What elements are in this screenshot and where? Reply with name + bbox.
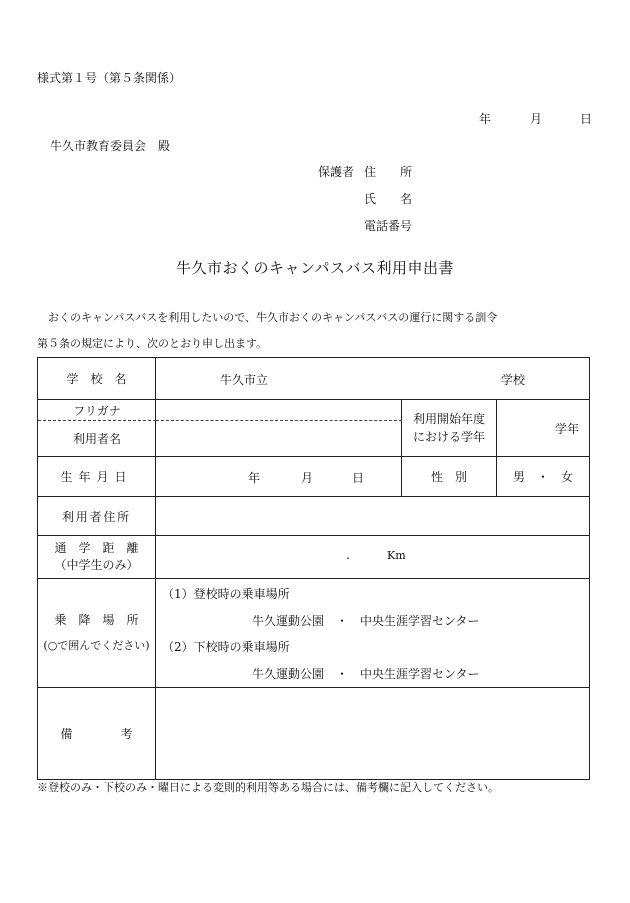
row-stop [38, 579, 590, 688]
document-title: 牛久市おくのキャンパスバス利用申出書 [176, 259, 454, 277]
distance-label-line2: （中学生のみ） [54, 558, 139, 572]
user-name-label: 利用者名 [72, 432, 121, 446]
row-name [38, 400, 590, 457]
stop-label: 乗 降 場 所 [54, 613, 139, 627]
guardian-name-label: 氏 名 [364, 192, 413, 206]
birth-day-label: 日 [352, 471, 365, 485]
stop-1-options[interactable]: 牛久運動公園 ・ 中央生涯学習センター [252, 614, 480, 628]
guardian-address-label: 住 所 [364, 165, 413, 179]
school-suffix-text: 学校 [501, 373, 526, 387]
birth-label: 生年月日 [38, 457, 156, 497]
distance-field[interactable] [156, 536, 590, 579]
distance-label-line1: 通 学 距 離 [54, 541, 139, 555]
start-year-label-line2: における学年 [412, 430, 485, 444]
body-line-1: おくのキャンパスバスを利用したいので、牛久市おくのキャンパスバスの運行に関する訓令 [48, 311, 498, 324]
stop-2-heading: （2）下校時の乗車場所 [162, 640, 290, 654]
stop-field[interactable] [156, 579, 590, 688]
row-school [38, 358, 590, 400]
application-table [37, 357, 590, 780]
birth-field[interactable] [156, 457, 402, 497]
school-city-text: 牛久市立 [220, 373, 269, 387]
stop-1-heading: （1）登校時の乗車場所 [162, 587, 290, 601]
sex-label: 性 別 [402, 457, 497, 497]
distance-label-cell [38, 536, 156, 579]
name-label-cell [38, 400, 156, 457]
stop-note: (○で囲んでください) [43, 639, 150, 652]
guardian-phone-label: 電話番号 [364, 219, 413, 233]
form-number: 様式第１号（第５条関係） [37, 71, 182, 85]
user-address-field[interactable] [156, 497, 590, 536]
furigana-divider [38, 420, 156, 421]
remarks-field[interactable] [156, 688, 590, 780]
user-address-label: 利用者住所 [38, 497, 156, 536]
body-line-2: 第５条の規定により、次のとおり申し出ます。 [37, 337, 268, 350]
start-year-label-line1: 利用開始年度 [412, 412, 485, 426]
school-field[interactable] [156, 358, 590, 400]
distance-unit: Km [387, 549, 406, 562]
distance-dot: . [346, 548, 350, 562]
sex-options[interactable]: 男 ・ 女 [497, 457, 590, 497]
stop-2-options[interactable]: 牛久運動公園 ・ 中央生涯学習センター [252, 667, 480, 681]
birth-year-label: 年 [248, 471, 261, 485]
school-label: 学 校 名 [38, 358, 156, 400]
row-distance [38, 536, 590, 579]
start-year-label-cell [402, 400, 497, 457]
footnote: ※登校のみ・下校のみ・曜日による変則的利用等ある場合には、備考欄に記入してください。 [37, 781, 499, 794]
grade-field[interactable] [497, 400, 590, 457]
grade-suffix: 学年 [555, 421, 580, 436]
remarks-label: 備 考 [38, 688, 156, 780]
row-remarks [38, 688, 590, 780]
birth-month-label: 月 [301, 471, 314, 485]
addressee: 牛久市教育委員会 殿 [50, 139, 171, 153]
furigana-field-divider [156, 420, 402, 421]
guardian-prefix: 保護者 [318, 165, 355, 179]
stop-label-cell [38, 579, 156, 688]
date-month-label: 月 [530, 112, 543, 126]
date-year-label: 年 [479, 112, 492, 126]
row-user-address [38, 497, 590, 536]
date-day-label: 日 [580, 112, 593, 126]
row-birth [38, 457, 590, 497]
furigana-label: フリガナ [73, 404, 121, 418]
name-field[interactable] [156, 400, 402, 457]
